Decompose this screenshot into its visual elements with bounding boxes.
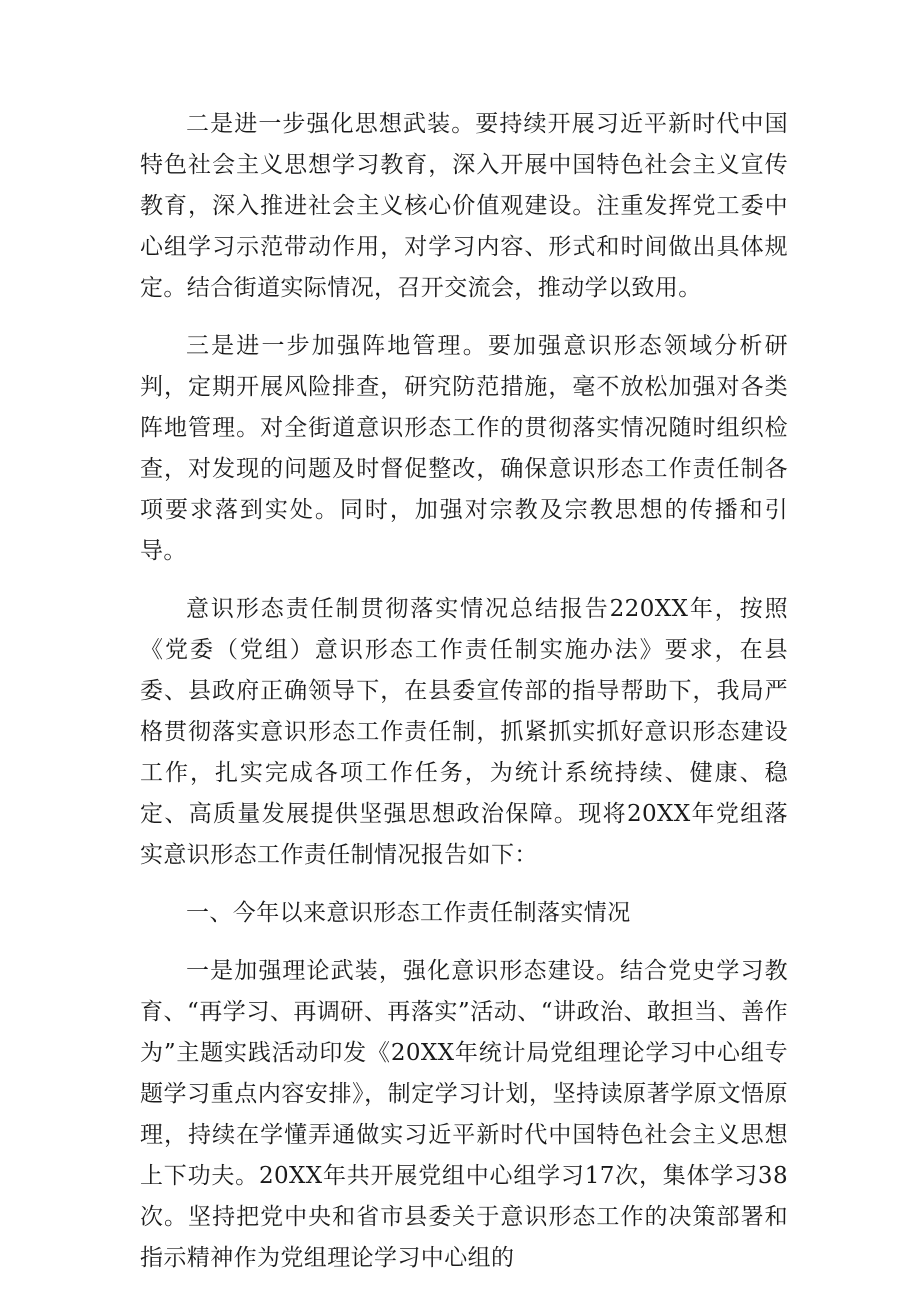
paragraph-theory-study: 一是加强理论武装，强化意识形态建设。结合党史学习教育、“再学习、再调研、再落实”活动、“讲政治、敢担当、善作为”主题实践活动印发《20XX年统计局党组理论学习中心组专题学习重点内容安排》，制定学习计划，坚持读原著学原文悟原理，持续在学懂弄通做实习近平新时代中国特色社会主义思想上下功夫。20XX年共开展党组中心组学习17次，集体学习38次。坚持把党中央和省市县委关于意识形态工作的决策部署和指示精神作为党组理论学习中心组的 xyxy=(140,958,788,1271)
paragraph-strengthen-thought: 二是进一步强化思想武装。要持续开展习近平新时代中国特色社会主义思想学习教育，深入开展中国特色社会主义宣传教育，深入推进社会主义核心价值观建设。注重发挥党工委中心组学习示范带动作用，对学习内容、形式和时间做出具体规定。结合街道实际情况，召开交流会，推动学以致用。 xyxy=(140,111,788,301)
document-body xyxy=(140,104,788,1279)
paragraph-position-management: 三是进一步加强阵地管理。要加强意识形态领域分析研判，定期开展风险排查，研究防范措施，毫不放松加强对各类阵地管理。对全街道意识形态工作的贯彻落实情况随时组织检查，对发现的问题及时督促整改，确保意识形态工作责任制各项要求落到实处。同时，加强对宗教及宗教思想的传播和引导。 xyxy=(140,333,788,564)
paragraph-report-intro: 意识形态责任制贯彻落实情况总结报告220XX年，按照《党委（党组）意识形态工作责任制实施办法》要求，在县委、县政府正确领导下，在县委宣传部的指导帮助下，我局严格贯彻落实意识形态工作责任制，抓紧抓实抓好意识形态建设工作，扎实完成各项工作任务，为统计系统持续、健康、稳定、高质量发展提供坚强思想政治保障。现将20XX年党组落实意识形态工作责任制情况报告如下： xyxy=(140,596,788,868)
section-heading-implementation: 一、今年以来意识形态工作责任制落实情况 xyxy=(186,900,631,926)
